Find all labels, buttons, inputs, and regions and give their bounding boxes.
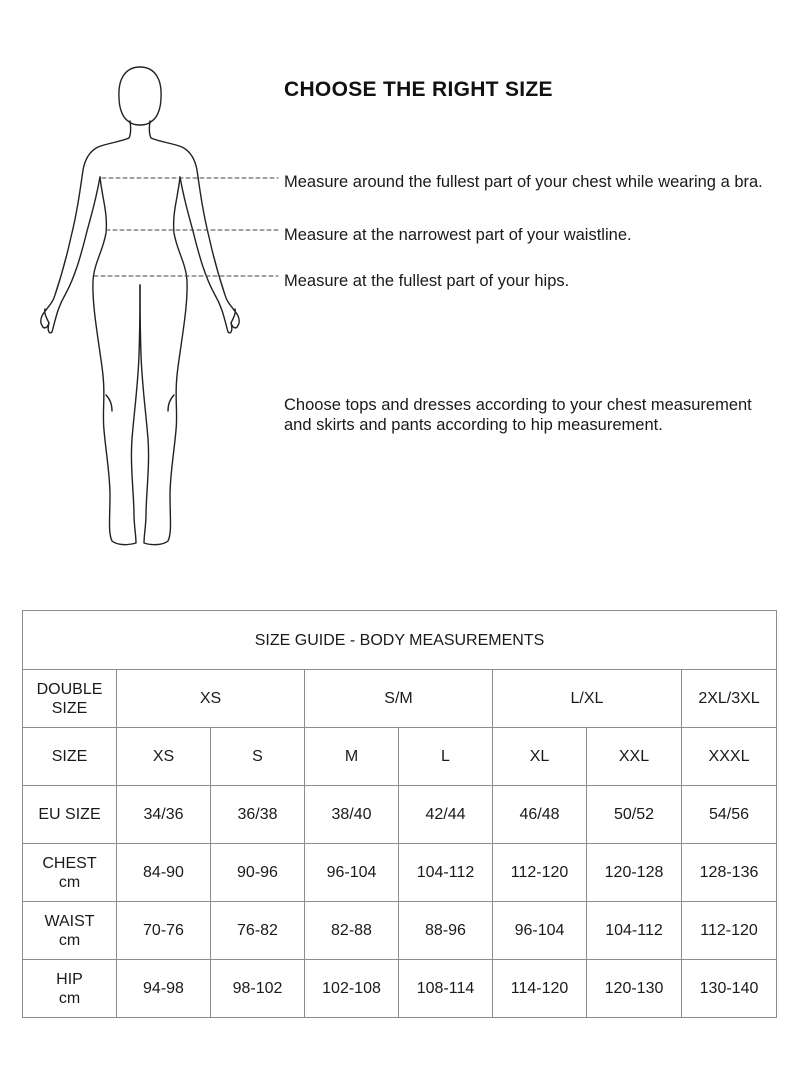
waist-instruction: Measure at the narrowest part of your waistline. <box>284 226 632 244</box>
row-label-name: HIP <box>56 970 83 988</box>
table-cell: 130-140 <box>682 960 777 1018</box>
table-cell: 88-96 <box>399 902 493 960</box>
table-cell: XS <box>117 728 211 786</box>
eu-size-row <box>23 786 777 844</box>
row-label <box>23 902 117 960</box>
row-label-unit: cm <box>58 989 81 1007</box>
row-label <box>23 960 117 1018</box>
double-size-label-line1: DOUBLE <box>36 680 103 698</box>
table-cell: 94-98 <box>117 960 211 1018</box>
double-size-group: 2XL/3XL <box>682 670 777 728</box>
hips-instruction: Measure at the fullest part of your hips. <box>284 272 570 290</box>
double-size-row <box>23 670 777 728</box>
double-size-label <box>23 670 117 728</box>
row-label: EU SIZE <box>23 786 117 844</box>
table-cell: 128-136 <box>682 844 777 902</box>
double-size-group: L/XL <box>493 670 682 728</box>
table-cell: 96-104 <box>305 844 399 902</box>
table-cell: S <box>211 728 305 786</box>
table-cell: 104-112 <box>399 844 493 902</box>
waist-row <box>23 902 777 960</box>
table-cell: 54/56 <box>682 786 777 844</box>
choose-instruction: Choose tops and dresses according to your chest measurement and skirts and pants according to hip measurement. <box>284 396 752 434</box>
table-cell: 46/48 <box>493 786 587 844</box>
body-figure-illustration <box>20 55 285 560</box>
table-cell: 84-90 <box>117 844 211 902</box>
row-label <box>23 844 117 902</box>
page-title: CHOOSE THE RIGHT SIZE <box>284 78 553 101</box>
row-label-name: CHEST <box>42 854 97 872</box>
table-cell: 112-120 <box>493 844 587 902</box>
table-cell: 36/38 <box>211 786 305 844</box>
table-cell: 120-128 <box>587 844 682 902</box>
size-row <box>23 728 777 786</box>
row-label-unit: cm <box>58 873 81 891</box>
table-caption: SIZE GUIDE - BODY MEASUREMENTS <box>23 611 777 670</box>
table-cell: L <box>399 728 493 786</box>
table-cell: 42/44 <box>399 786 493 844</box>
table-cell: 82-88 <box>305 902 399 960</box>
row-label-unit: cm <box>58 931 81 949</box>
table-cell: XXL <box>587 728 682 786</box>
row-label: SIZE <box>23 728 117 786</box>
table-cell: 114-120 <box>493 960 587 1018</box>
table-cell: XL <box>493 728 587 786</box>
table-cell: 96-104 <box>493 902 587 960</box>
hip-row <box>23 960 777 1018</box>
table-cell: XXXL <box>682 728 777 786</box>
table-cell: 34/36 <box>117 786 211 844</box>
table-caption-row <box>23 611 777 670</box>
table-cell: 120-130 <box>587 960 682 1018</box>
table-cell: 76-82 <box>211 902 305 960</box>
double-size-label-line2: SIZE <box>51 699 88 717</box>
table-cell: M <box>305 728 399 786</box>
table-cell: 38/40 <box>305 786 399 844</box>
size-guide-table <box>22 610 777 1018</box>
table-cell: 90-96 <box>211 844 305 902</box>
chest-row <box>23 844 777 902</box>
table-cell: 102-108 <box>305 960 399 1018</box>
table-cell: 112-120 <box>682 902 777 960</box>
table-cell: 108-114 <box>399 960 493 1018</box>
table-cell: 50/52 <box>587 786 682 844</box>
table-cell: 70-76 <box>117 902 211 960</box>
table-cell: 104-112 <box>587 902 682 960</box>
row-label-name: WAIST <box>44 912 95 930</box>
chest-instruction: Measure around the fullest part of your chest while wearing a bra. <box>284 173 763 191</box>
double-size-group: XS <box>117 670 305 728</box>
table-cell: 98-102 <box>211 960 305 1018</box>
double-size-group: S/M <box>305 670 493 728</box>
